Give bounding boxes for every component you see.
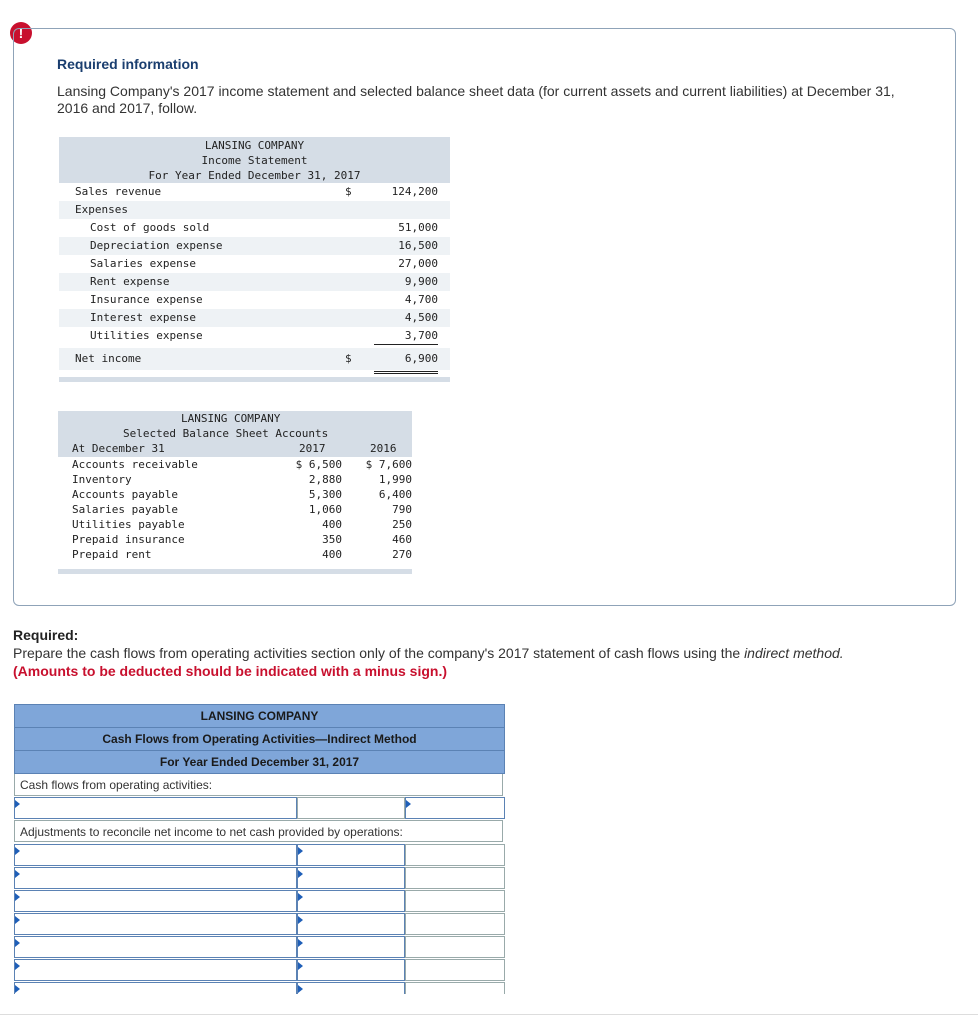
bs-value-2016: 790	[392, 503, 412, 516]
adjustment-amount-input[interactable]	[297, 982, 405, 994]
income-statement-table	[59, 137, 450, 384]
adjustment-label-input[interactable]	[14, 913, 297, 935]
net-income-amount: 6,900	[404, 352, 438, 365]
bs-value-2017: 350	[322, 533, 342, 546]
expense-label: Interest expense	[90, 311, 196, 324]
expense-label: Cost of goods sold	[90, 221, 210, 234]
adjustment-amount-input[interactable]	[297, 959, 405, 981]
bs-row	[58, 547, 412, 562]
adjustment-amount-input[interactable]	[297, 936, 405, 958]
dollar-sign: $	[345, 185, 352, 198]
bs-label: Salaries payable	[72, 503, 178, 516]
bs-row	[58, 472, 412, 487]
total-cell	[405, 867, 505, 889]
is-expense-row	[59, 291, 450, 309]
cf-adjustments-label: Adjustments to reconcile net income to net cash provided by operations:	[14, 820, 503, 842]
is-period: For Year Ended December 31, 2017	[148, 169, 361, 182]
is-expense-row	[59, 219, 450, 237]
bs-value-2017: 5,300	[308, 488, 342, 501]
cf-period: For Year Ended December 31, 2017	[14, 750, 505, 774]
bs-label: Prepaid insurance	[72, 533, 185, 546]
adjustment-amount-input[interactable]	[297, 867, 405, 889]
bs-label: Prepaid rent	[72, 548, 152, 561]
total-double-rule	[374, 373, 438, 374]
adjustment-label-input[interactable]	[14, 867, 297, 889]
exclamation-icon: !	[10, 22, 32, 44]
expense-amount: 51,000	[398, 221, 438, 234]
required-note: (Amounts to be deducted should be indicated with a minus sign.)	[13, 663, 448, 679]
expense-label: Salaries expense	[90, 257, 196, 270]
bs-value-2016: 270	[392, 548, 412, 561]
bs-label: Utilities payable	[72, 518, 185, 531]
total-cell	[405, 913, 505, 935]
net-income-label-input[interactable]	[14, 797, 297, 819]
bs-value-2016: 1,990	[378, 473, 412, 486]
bs-company-name: LANSING COMPANY	[181, 412, 281, 425]
expense-amount: 4,700	[404, 293, 438, 306]
bs-row	[58, 532, 412, 547]
income-statement-header	[59, 137, 450, 183]
bs-col-2017: 2017	[299, 442, 326, 455]
bs-row	[58, 517, 412, 532]
required-title: Required:	[13, 627, 79, 643]
is-sales-row	[59, 183, 450, 201]
sales-amount: 124,200	[391, 185, 438, 198]
required-text: Prepare the cash flows from operating activities section only of the company's 2017 statement of cash flows using the	[13, 645, 745, 661]
required-instructions	[13, 645, 844, 661]
adjustment-label-input[interactable]	[14, 936, 297, 958]
info-title: Required information	[57, 56, 199, 72]
subtotal-rule	[374, 344, 438, 345]
expense-amount: 3,700	[404, 329, 438, 342]
bs-at-label: At December 31	[72, 442, 165, 455]
net-income-amount-input[interactable]	[405, 797, 505, 819]
bs-value-2016: 6,400	[378, 488, 412, 501]
is-expenses-header-row	[59, 201, 450, 219]
bs-value-2016: 250	[392, 518, 412, 531]
expense-amount: 9,900	[404, 275, 438, 288]
bs-label: Inventory	[72, 473, 132, 486]
is-expense-row	[59, 237, 450, 255]
cf-section-label: Cash flows from operating activities:	[14, 774, 503, 796]
is-company-name: LANSING COMPANY	[204, 139, 305, 152]
bs-col-2016: 2016	[370, 442, 397, 455]
bs-row	[58, 457, 412, 472]
bs-row	[58, 487, 412, 502]
bs-value-2016: 460	[392, 533, 412, 546]
adjustment-label-input[interactable]	[14, 844, 297, 866]
total-cell	[405, 982, 505, 994]
is-expense-row	[59, 327, 450, 345]
net-income-label: Net income	[75, 352, 142, 365]
total-cell	[405, 959, 505, 981]
is-expense-row	[59, 273, 450, 291]
bs-value-2017: $ 6,500	[295, 458, 342, 471]
bs-value-2017: 400	[322, 548, 342, 561]
total-cell	[405, 844, 505, 866]
bs-value-2017: 1,060	[308, 503, 342, 516]
bs-bottom-bar	[58, 569, 412, 574]
total-double-rule	[374, 371, 438, 372]
amount-input-blank[interactable]	[297, 797, 405, 819]
bs-title: Selected Balance Sheet Accounts	[123, 427, 329, 440]
expense-label: Rent expense	[90, 275, 170, 288]
expenses-label: Expenses	[75, 203, 128, 216]
expense-label: Insurance expense	[90, 293, 203, 306]
total-cell	[405, 890, 505, 912]
bs-header	[58, 411, 412, 457]
adjustment-label-input[interactable]	[14, 959, 297, 981]
is-title: Income Statement	[201, 154, 308, 167]
expense-label: Depreciation expense	[90, 239, 223, 252]
is-expense-row	[59, 255, 450, 273]
sales-label: Sales revenue	[75, 185, 162, 198]
bs-label: Accounts receivable	[72, 458, 198, 471]
is-net-income-row	[59, 348, 450, 370]
expense-label: Utilities expense	[90, 329, 203, 342]
bs-row	[58, 502, 412, 517]
total-cell	[405, 936, 505, 958]
cf-company-name: LANSING COMPANY	[14, 704, 505, 728]
adjustment-amount-input[interactable]	[297, 913, 405, 935]
is-expense-row	[59, 309, 450, 327]
cf-title: Cash Flows from Operating Activities—Indirect Method	[14, 727, 505, 751]
bs-label: Accounts payable	[72, 488, 178, 501]
bs-value-2016: $ 7,600	[365, 458, 412, 471]
adjustment-amount-input[interactable]	[297, 844, 405, 866]
expense-amount: 27,000	[398, 257, 438, 270]
bs-value-2017: 2,880	[308, 473, 342, 486]
required-text-italic: indirect method.	[744, 645, 844, 661]
bs-value-2017: 400	[322, 518, 342, 531]
is-bottom-bar	[59, 377, 450, 382]
adjustment-amount-input[interactable]	[297, 890, 405, 912]
adjustment-label-input[interactable]	[14, 982, 297, 994]
expense-amount: 16,500	[398, 239, 438, 252]
dollar-sign: $	[345, 352, 352, 365]
expense-amount: 4,500	[404, 311, 438, 324]
info-description: Lansing Company's 2017 income statement and selected balance sheet data (for current assets and current liabilities) at December 31, 2016 and 2017, follow.	[57, 83, 895, 116]
balance-sheet-table	[58, 411, 412, 575]
adjustment-label-input[interactable]	[14, 890, 297, 912]
page-divider	[0, 1014, 978, 1015]
